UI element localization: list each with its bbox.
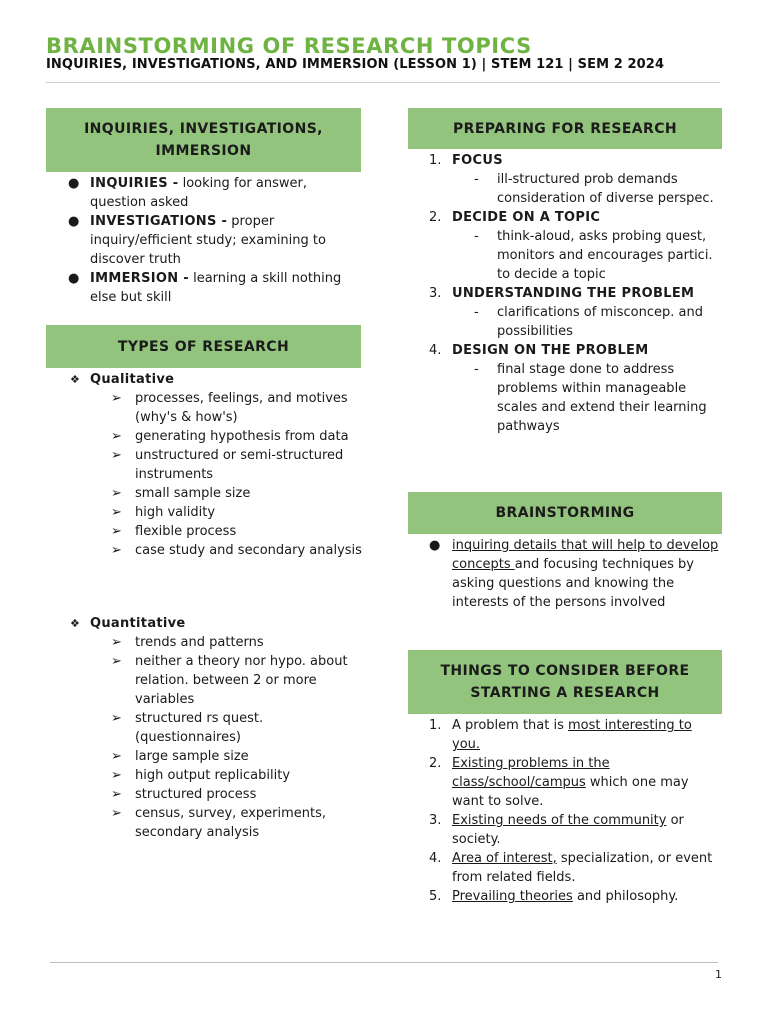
list-item — [429, 716, 721, 754]
arrowhead-icon: ➢ — [111, 429, 122, 444]
underlined-text: most interesting to you. — [452, 718, 692, 752]
arrowhead-icon: ➢ — [111, 448, 122, 463]
list-item — [68, 212, 364, 269]
body-text: and focusing techniques by asking questions and knowing the interests of the persons involved — [452, 557, 694, 610]
group-heading — [70, 370, 362, 389]
list-item — [429, 341, 721, 436]
types-quantitative — [70, 614, 362, 842]
arrowhead-icon: ➢ — [111, 749, 122, 764]
item-text: A problem that is — [452, 718, 568, 733]
arrowhead-icon: ➢ — [111, 654, 122, 669]
underlined-text: Existing problems in the class/school/campus — [452, 756, 610, 790]
group-heading — [70, 614, 362, 633]
bullet-icon: ● — [68, 271, 80, 286]
definition-text: proper inquiry/efficient study; examining to discover truth — [90, 214, 326, 267]
item-text: and philosophy. — [572, 889, 679, 904]
section-heading-text: PREPARING FOR RESEARCH — [452, 120, 677, 137]
preparing-steps — [429, 151, 721, 436]
list-item-text: structured process — [135, 787, 257, 802]
bullet-icon: ● — [68, 214, 80, 229]
list-item — [111, 503, 362, 522]
dash-icon: - — [474, 229, 479, 244]
list-item — [111, 804, 362, 842]
step-detail: clarifications of misconcep. and possibilities — [497, 305, 703, 339]
list-item — [429, 208, 721, 284]
list-item — [111, 766, 362, 785]
item-number: 2. — [429, 756, 442, 771]
list-item — [429, 887, 721, 906]
step-detail: ill-structured prob demands consideration of diverse perspec. — [497, 172, 714, 206]
list-item — [429, 151, 721, 208]
underlined-text: Prevailing theories — [452, 889, 573, 904]
list-item-text: high validity — [135, 505, 216, 520]
list-item-text: small sample size — [135, 486, 251, 501]
arrowhead-icon: ➢ — [111, 711, 122, 726]
dash-icon: - — [474, 305, 479, 320]
item-number: 4. — [429, 851, 442, 866]
arrowhead-icon: ➢ — [111, 524, 122, 539]
list-item-text: neither a theory nor hypo. about relation. between 2 or more variables — [135, 654, 348, 707]
section-heading-types — [46, 325, 361, 368]
step-number: 4. — [429, 343, 442, 358]
step-detail: final stage done to address problems within manageable scales and extend their learning pathways — [497, 362, 707, 434]
things-to-consider-list — [429, 716, 721, 906]
section-heading-text: BRAINSTORMING — [495, 505, 635, 521]
footer-divider — [50, 962, 718, 963]
list-item-text: structured rs quest. (questionnaires) — [135, 711, 264, 745]
group-name: Quantitative — [90, 616, 186, 631]
step-title: DESIGN ON THE PROBLEM — [452, 343, 649, 358]
bullet-icon: ● — [429, 538, 441, 553]
list-item-text: generating hypothesis from data — [135, 429, 349, 444]
diamond-star-icon: ❖ — [70, 617, 80, 630]
list-item — [111, 652, 362, 709]
step-title: DECIDE ON A TOPIC — [452, 210, 601, 225]
arrowhead-icon: ➢ — [111, 505, 122, 520]
list-item — [429, 536, 721, 612]
group-name: Qualitative — [90, 372, 175, 387]
item-number: 5. — [429, 889, 442, 904]
list-item — [111, 541, 362, 560]
page-number: 1 — [715, 968, 722, 981]
list-item-text: high output replicability — [135, 768, 291, 783]
bullet-icon: ● — [68, 176, 80, 191]
item-text: which one may want to solve. — [452, 775, 689, 809]
arrowhead-icon: ➢ — [111, 806, 122, 821]
types-qualitative — [70, 370, 362, 560]
list-item — [111, 785, 362, 804]
section-heading-things-to-consider — [408, 650, 722, 714]
list-item — [429, 284, 721, 341]
list-item — [111, 522, 362, 541]
item-text: specialization, or event from related fields. — [452, 851, 713, 885]
definitions-list — [68, 174, 364, 307]
arrowhead-icon: ➢ — [111, 486, 122, 501]
item-text: or society. — [452, 813, 684, 847]
list-item-text: census, survey, experiments, secondary analysis — [135, 806, 327, 840]
arrowhead-icon: ➢ — [111, 635, 122, 650]
diamond-star-icon: ❖ — [70, 373, 80, 386]
section-heading-preparing — [408, 108, 722, 149]
list-item — [429, 849, 721, 887]
list-item — [111, 709, 362, 747]
underlined-text: inquiring details that will help to develop concepts — [452, 538, 719, 572]
step-number: 1. — [429, 153, 442, 168]
item-number: 3. — [429, 813, 442, 828]
step-number: 3. — [429, 286, 442, 301]
step-detail: think-aloud, asks probing quest, monitors and encourages partici. to decide a topic — [497, 229, 713, 282]
arrowhead-icon: ➢ — [111, 391, 122, 406]
list-item — [68, 174, 364, 212]
list-item-text: processes, feelings, and motives (why's & how's) — [135, 391, 348, 425]
section-heading-text: INQUIRIES, INVESTIGATIONS, IMMERSION — [84, 121, 323, 159]
header-divider — [46, 82, 720, 83]
arrowhead-icon: ➢ — [111, 768, 122, 783]
step-title: FOCUS — [452, 153, 503, 168]
section-heading-inquiries — [46, 108, 361, 172]
list-item — [111, 446, 362, 484]
underlined-text: Area of interest, — [452, 851, 557, 866]
page-title: BRAINSTORMING OF RESEARCH TOPICS — [46, 34, 532, 58]
dash-icon: - — [474, 172, 479, 187]
underlined-text: Existing needs of the community — [452, 813, 667, 828]
list-item-text: trends and patterns — [135, 635, 264, 650]
brainstorming-text — [429, 536, 721, 612]
section-heading-brainstorming — [408, 492, 722, 534]
item-number: 1. — [429, 718, 442, 733]
list-item-text: unstructured or semi-structured instruments — [135, 448, 344, 482]
definition-term: INQUIRIES - — [90, 176, 179, 191]
section-heading-text: THINGS TO CONSIDER BEFORE STARTING A RESEARCH — [440, 663, 690, 701]
list-item-text: flexible process — [135, 524, 237, 539]
step-number: 2. — [429, 210, 442, 225]
definition-term: INVESTIGATIONS - — [90, 214, 228, 229]
arrowhead-icon: ➢ — [111, 787, 122, 802]
list-item — [429, 811, 721, 849]
list-item-text: case study and secondary analysis — [135, 543, 362, 558]
list-item — [68, 269, 364, 307]
dash-icon: - — [474, 362, 479, 377]
page-subtitle: INQUIRIES, INVESTIGATIONS, AND IMMERSION (LESSON 1) | STEM 121 | SEM 2 2024 — [46, 57, 665, 72]
list-item — [111, 747, 362, 766]
definition-text: learning a skill nothing else but skill — [90, 271, 342, 305]
list-item — [111, 633, 362, 652]
list-item — [111, 389, 362, 427]
arrowhead-icon: ➢ — [111, 543, 122, 558]
step-title: UNDERSTANDING THE PROBLEM — [452, 286, 695, 301]
list-item-text: large sample size — [135, 749, 249, 764]
list-item — [429, 754, 721, 811]
definition-term: IMMERSION - — [90, 271, 189, 286]
list-item — [111, 484, 362, 503]
list-item — [111, 427, 362, 446]
definition-text: looking for answer, question asked — [90, 176, 307, 210]
section-heading-text: TYPES OF RESEARCH — [117, 338, 290, 355]
